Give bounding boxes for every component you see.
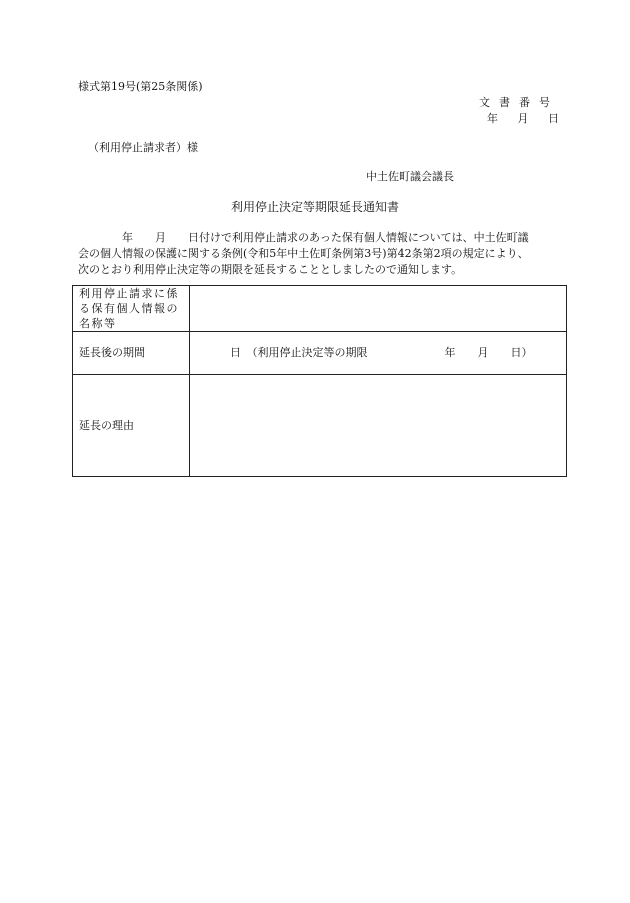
body-line: 会の個人情報の保護に関する条例(令和5年中土佐町条例第3号)第42条第2項の規定により、 bbox=[78, 247, 529, 260]
document-title: 利用停止決定等期限延長通知書 bbox=[230, 200, 399, 214]
body-line: 年 月 日付けで利用停止請求のあった保有個人情報については、中土佐町議 bbox=[78, 231, 529, 244]
personal-info-label-cell bbox=[73, 286, 190, 332]
extended-period-value-cell bbox=[190, 332, 567, 375]
document-date-label: 年 月 日 bbox=[487, 112, 559, 125]
extended-period-label: 延長後の期間 bbox=[73, 332, 190, 375]
table-row-extended-period bbox=[73, 332, 567, 375]
reason-value-cell bbox=[190, 375, 567, 477]
table-row-reason bbox=[73, 375, 567, 477]
reason-label: 延長の理由 bbox=[73, 375, 190, 477]
form-number: 様式第19号(第25条関係) bbox=[78, 80, 203, 93]
addressee: （利用停止請求者）様 bbox=[88, 141, 198, 154]
sender: 中土佐町議会議長 bbox=[366, 170, 454, 183]
body-paragraph bbox=[78, 230, 561, 278]
body-line: 次のとおり利用停止決定等の期限を延長することとしましたので通知します。 bbox=[78, 263, 463, 276]
document-number-label: 文書番号 bbox=[479, 96, 559, 109]
personal-info-value-cell bbox=[190, 286, 567, 332]
personal-info-label: 利用停止請求に係る保有個人情報の名称等 bbox=[79, 287, 179, 330]
table-row-personal-info bbox=[73, 286, 567, 332]
extended-period-value: 日 （利用停止決定等の期限 年 月 日） bbox=[230, 346, 533, 360]
details-table bbox=[72, 285, 567, 477]
